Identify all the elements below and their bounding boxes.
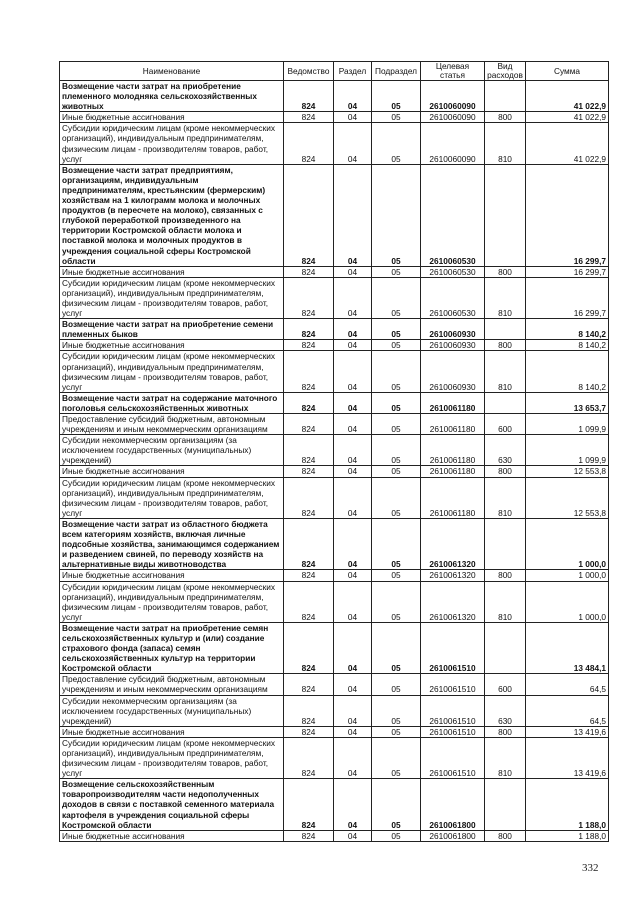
cell-razdel: 04: [334, 830, 372, 841]
cell-statya: 2610061510: [421, 737, 485, 778]
table-row: [60, 674, 609, 695]
cell-razdel: 04: [334, 477, 372, 518]
header-statya: Целевая статья: [421, 62, 485, 81]
table-row: [60, 414, 609, 435]
cell-name: Иные бюджетные ассигнования: [60, 726, 284, 737]
cell-vedomstvo: 824: [284, 622, 334, 673]
cell-podrazdel: 05: [372, 570, 421, 581]
cell-summa: 41 022,9: [526, 123, 609, 164]
cell-podrazdel: 05: [372, 779, 421, 830]
cell-statya: 2610061180: [421, 414, 485, 435]
cell-statya: 2610060090: [421, 112, 485, 123]
cell-vedomstvo: 824: [284, 435, 334, 466]
cell-name: Субсидии некоммерческим организациям (за исключением государственных (муниципальных) учреждений): [60, 435, 284, 466]
cell-vid: [485, 319, 526, 340]
cell-statya: 2610061510: [421, 695, 485, 726]
table-row: [60, 266, 609, 277]
cell-razdel: 04: [334, 570, 372, 581]
cell-razdel: 04: [334, 319, 372, 340]
cell-podrazdel: 05: [372, 277, 421, 318]
table-row: [60, 737, 609, 778]
header-vid: Вид расходов: [485, 62, 526, 81]
cell-vedomstvo: 824: [284, 674, 334, 695]
cell-name: Иные бюджетные ассигнования: [60, 570, 284, 581]
cell-podrazdel: 05: [372, 726, 421, 737]
cell-statya: 2610061320: [421, 570, 485, 581]
cell-statya: 2610061800: [421, 830, 485, 841]
table-row: [60, 435, 609, 466]
cell-name: Субсидии юридическим лицам (кроме некоммерческих организаций), индивидуальным предпринимателям, физическим лицам - производителям товаров, работ, услуг: [60, 277, 284, 318]
cell-name: Предоставление субсидий бюджетным, автономным учреждениям и иным некоммерческим организациям: [60, 414, 284, 435]
cell-vid: 600: [485, 674, 526, 695]
cell-name: Иные бюджетные ассигнования: [60, 266, 284, 277]
cell-summa: 1 188,0: [526, 830, 609, 841]
cell-vedomstvo: 824: [284, 726, 334, 737]
cell-statya: 2610060930: [421, 340, 485, 351]
cell-vid: 810: [485, 277, 526, 318]
table-row: [60, 570, 609, 581]
cell-podrazdel: 05: [372, 737, 421, 778]
header-vedomstvo: Ведомство: [284, 62, 334, 81]
cell-podrazdel: 05: [372, 351, 421, 392]
header-podrazdel: Подраздел: [372, 62, 421, 81]
cell-summa: 16 299,7: [526, 164, 609, 266]
cell-vid: 800: [485, 726, 526, 737]
cell-summa: 16 299,7: [526, 266, 609, 277]
cell-podrazdel: 05: [372, 123, 421, 164]
cell-summa: 41 022,9: [526, 81, 609, 112]
cell-vid: 630: [485, 695, 526, 726]
cell-vid: 810: [485, 737, 526, 778]
cell-summa: 13 653,7: [526, 392, 609, 413]
table-row: [60, 830, 609, 841]
cell-summa: 13 484,1: [526, 622, 609, 673]
cell-vedomstvo: 824: [284, 830, 334, 841]
cell-name: Возмещение части затрат на содержание маточного поголовья сельскохозяйственных животных: [60, 392, 284, 413]
cell-podrazdel: 05: [372, 414, 421, 435]
cell-name: Субсидии юридическим лицам (кроме некоммерческих организаций), индивидуальным предпринимателям, физическим лицам - производителям товаров, работ, услуг: [60, 581, 284, 622]
cell-razdel: 04: [334, 695, 372, 726]
cell-vid: [485, 164, 526, 266]
cell-summa: 64,5: [526, 674, 609, 695]
cell-vid: 800: [485, 340, 526, 351]
cell-name: Иные бюджетные ассигнования: [60, 340, 284, 351]
cell-name: Субсидии юридическим лицам (кроме некоммерческих организаций), индивидуальным предпринимателям, физическим лицам - производителям товаров, работ, услуг: [60, 477, 284, 518]
table-row: [60, 319, 609, 340]
cell-statya: 2610061510: [421, 726, 485, 737]
cell-statya: 2610061800: [421, 779, 485, 830]
cell-podrazdel: 05: [372, 164, 421, 266]
cell-name: Субсидии юридическим лицам (кроме некоммерческих организаций), индивидуальным предпринимателям, физическим лицам - производителям товаров, работ, услуг: [60, 737, 284, 778]
cell-vedomstvo: 824: [284, 392, 334, 413]
cell-razdel: 04: [334, 112, 372, 123]
cell-summa: 16 299,7: [526, 277, 609, 318]
table-row: [60, 581, 609, 622]
cell-statya: 2610061320: [421, 518, 485, 569]
cell-statya: 2610061180: [421, 392, 485, 413]
cell-razdel: 04: [334, 123, 372, 164]
cell-name: Возмещение части затрат на приобретение племенного молодняка сельскохозяйственных животных: [60, 81, 284, 112]
cell-statya: 2610060090: [421, 123, 485, 164]
cell-statya: 2610061510: [421, 622, 485, 673]
cell-statya: 2610061320: [421, 581, 485, 622]
cell-podrazdel: 05: [372, 674, 421, 695]
cell-statya: 2610060930: [421, 319, 485, 340]
cell-name: Иные бюджетные ассигнования: [60, 830, 284, 841]
cell-vid: [485, 392, 526, 413]
cell-vedomstvo: 824: [284, 112, 334, 123]
cell-vid: 800: [485, 830, 526, 841]
cell-podrazdel: 05: [372, 435, 421, 466]
table-row: [60, 622, 609, 673]
cell-vid: 810: [485, 477, 526, 518]
cell-vedomstvo: 824: [284, 466, 334, 477]
cell-podrazdel: 05: [372, 695, 421, 726]
cell-vid: [485, 779, 526, 830]
table-row: [60, 340, 609, 351]
cell-vedomstvo: 824: [284, 518, 334, 569]
cell-summa: 64,5: [526, 695, 609, 726]
cell-vid: 630: [485, 435, 526, 466]
table-header-row: [60, 62, 609, 81]
cell-razdel: 04: [334, 164, 372, 266]
cell-summa: 41 022,9: [526, 112, 609, 123]
table-row: [60, 277, 609, 318]
cell-summa: 1 188,0: [526, 779, 609, 830]
cell-summa: 12 553,8: [526, 466, 609, 477]
cell-name: Субсидии юридическим лицам (кроме некоммерческих организаций), индивидуальным предпринимателям, физическим лицам - производителям товаров, работ, услуг: [60, 351, 284, 392]
cell-name: Иные бюджетные ассигнования: [60, 112, 284, 123]
cell-vid: 810: [485, 123, 526, 164]
cell-vedomstvo: 824: [284, 351, 334, 392]
cell-vedomstvo: 824: [284, 123, 334, 164]
cell-statya: 2610060530: [421, 164, 485, 266]
cell-name: Иные бюджетные ассигнования: [60, 466, 284, 477]
cell-razdel: 04: [334, 435, 372, 466]
cell-razdel: 04: [334, 81, 372, 112]
cell-podrazdel: 05: [372, 518, 421, 569]
cell-vid: [485, 622, 526, 673]
cell-vedomstvo: 824: [284, 164, 334, 266]
cell-vedomstvo: 824: [284, 266, 334, 277]
cell-summa: 13 419,6: [526, 726, 609, 737]
cell-razdel: 04: [334, 277, 372, 318]
cell-summa: 1 000,0: [526, 570, 609, 581]
cell-podrazdel: 05: [372, 392, 421, 413]
header-name: Наименование: [60, 62, 284, 81]
cell-razdel: 04: [334, 737, 372, 778]
cell-razdel: 04: [334, 351, 372, 392]
cell-podrazdel: 05: [372, 581, 421, 622]
cell-statya: 2610060530: [421, 277, 485, 318]
cell-statya: 2610061180: [421, 435, 485, 466]
cell-summa: 1 099,9: [526, 414, 609, 435]
cell-podrazdel: 05: [372, 340, 421, 351]
cell-summa: 8 140,2: [526, 351, 609, 392]
cell-razdel: 04: [334, 622, 372, 673]
table-row: [60, 466, 609, 477]
cell-vid: 800: [485, 570, 526, 581]
cell-statya: 2610061510: [421, 674, 485, 695]
cell-name: Субсидии некоммерческим организациям (за исключением государственных (муниципальных) учреждений): [60, 695, 284, 726]
cell-razdel: 04: [334, 779, 372, 830]
cell-vid: 810: [485, 581, 526, 622]
cell-vedomstvo: 824: [284, 737, 334, 778]
cell-name: Возмещение сельскохозяйственным товаропроизводителям части недополученных доходов в связи с поставкой семенного материала картофеля в учреждения социальной сферы Костромской области: [60, 779, 284, 830]
cell-vid: [485, 81, 526, 112]
cell-podrazdel: 05: [372, 266, 421, 277]
cell-statya: 2610061180: [421, 466, 485, 477]
cell-name: Возмещение части затрат предприятиям, организациям, индивидуальным предпринимателям, крестьянским (фермерским) хозяйствам на 1 килограмм молока и молочных продуктов (в пересчете на молоко), связанных с глубокой переработкой произведенного на территории Костромской области молока и поставкой молока и молочных продуктов в учреждения социальной сферы Костромской области: [60, 164, 284, 266]
cell-vedomstvo: 824: [284, 81, 334, 112]
cell-summa: 1 099,9: [526, 435, 609, 466]
cell-vedomstvo: 824: [284, 779, 334, 830]
cell-podrazdel: 05: [372, 466, 421, 477]
cell-vedomstvo: 824: [284, 277, 334, 318]
cell-summa: 8 140,2: [526, 319, 609, 340]
cell-razdel: 04: [334, 466, 372, 477]
cell-podrazdel: 05: [372, 622, 421, 673]
cell-statya: 2610060530: [421, 266, 485, 277]
cell-statya: 2610060090: [421, 81, 485, 112]
cell-vid: 600: [485, 414, 526, 435]
budget-table: [59, 61, 609, 842]
cell-summa: 13 419,6: [526, 737, 609, 778]
cell-podrazdel: 05: [372, 319, 421, 340]
cell-razdel: 04: [334, 674, 372, 695]
cell-vedomstvo: 824: [284, 414, 334, 435]
cell-summa: 1 000,0: [526, 518, 609, 569]
cell-podrazdel: 05: [372, 112, 421, 123]
cell-razdel: 04: [334, 518, 372, 569]
cell-summa: 12 553,8: [526, 477, 609, 518]
table-row: [60, 123, 609, 164]
cell-name: Возмещение части затрат из областного бюджета всем категориям хозяйств, включая личные подсобные хозяйства, занимающимся содержанием и разведением свиней, по переводу хозяйств на альтернативные виды животноводства: [60, 518, 284, 569]
cell-vid: 800: [485, 266, 526, 277]
cell-vedomstvo: 824: [284, 695, 334, 726]
cell-vedomstvo: 824: [284, 319, 334, 340]
table-row: [60, 695, 609, 726]
table-row: [60, 164, 609, 266]
table-row: [60, 81, 609, 112]
cell-razdel: 04: [334, 726, 372, 737]
cell-vid: 810: [485, 351, 526, 392]
cell-razdel: 04: [334, 392, 372, 413]
table-row: [60, 351, 609, 392]
cell-razdel: 04: [334, 414, 372, 435]
cell-statya: 2610060930: [421, 351, 485, 392]
table-row: [60, 392, 609, 413]
header-razdel: Раздел: [334, 62, 372, 81]
cell-podrazdel: 05: [372, 830, 421, 841]
cell-razdel: 04: [334, 340, 372, 351]
cell-vid: 800: [485, 466, 526, 477]
cell-vedomstvo: 824: [284, 581, 334, 622]
cell-razdel: 04: [334, 581, 372, 622]
header-summa: Сумма: [526, 62, 609, 81]
cell-name: Возмещение части затрат на приобретение семян сельскохозяйственных культур и (или) создание страхового фонда (запаса) семян сельскохозяйственных культур на территории Костромской области: [60, 622, 284, 673]
cell-name: Предоставление субсидий бюджетным, автономным учреждениям и иным некоммерческим организациям: [60, 674, 284, 695]
cell-vedomstvo: 824: [284, 477, 334, 518]
cell-razdel: 04: [334, 266, 372, 277]
cell-podrazdel: 05: [372, 477, 421, 518]
table-row: [60, 779, 609, 830]
table-row: [60, 518, 609, 569]
table-row: [60, 726, 609, 737]
table-body: [60, 81, 609, 842]
cell-vid: 800: [485, 112, 526, 123]
cell-summa: 1 000,0: [526, 581, 609, 622]
cell-vedomstvo: 824: [284, 570, 334, 581]
table-row: [60, 112, 609, 123]
cell-vedomstvo: 824: [284, 340, 334, 351]
cell-podrazdel: 05: [372, 81, 421, 112]
cell-name: Возмещение части затрат на приобретение семени племенных быков: [60, 319, 284, 340]
page-number: 332: [582, 862, 599, 874]
cell-statya: 2610061180: [421, 477, 485, 518]
table-row: [60, 477, 609, 518]
cell-summa: 8 140,2: [526, 340, 609, 351]
cell-vid: [485, 518, 526, 569]
cell-name: Субсидии юридическим лицам (кроме некоммерческих организаций), индивидуальным предпринимателям, физическим лицам - производителям товаров, работ, услуг: [60, 123, 284, 164]
